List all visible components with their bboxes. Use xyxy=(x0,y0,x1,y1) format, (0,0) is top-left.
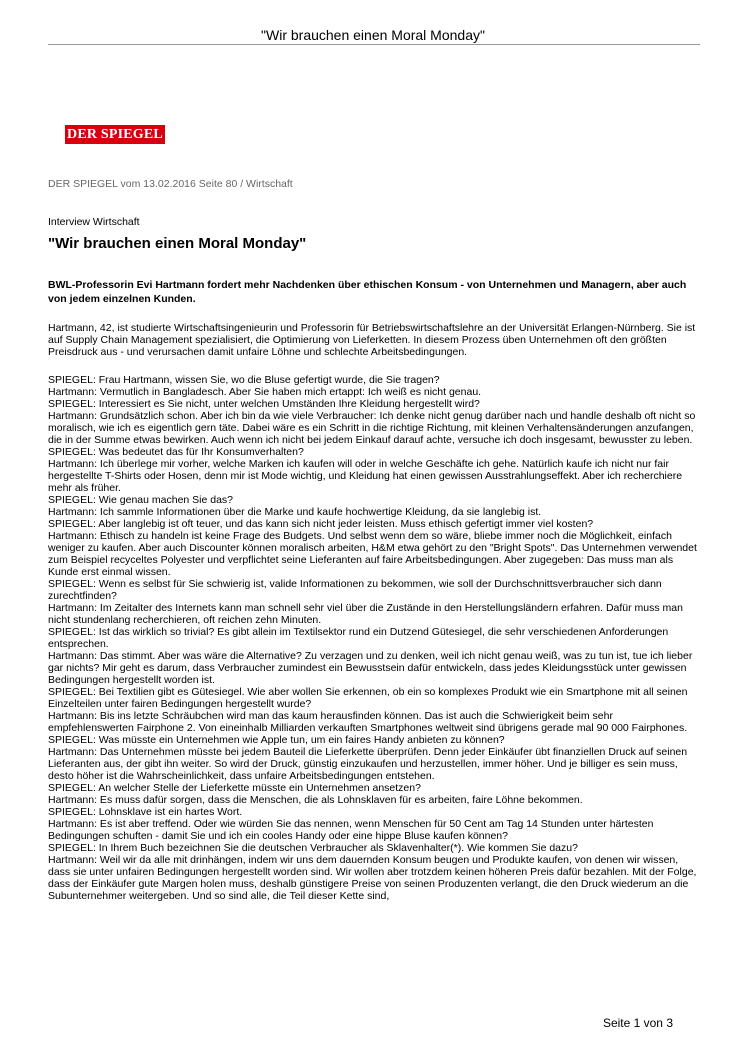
dialog-line: Hartmann: Vermutlich in Bangladesch. Aber Sie haben mich ertappt: Ich weiß es nicht genau. xyxy=(48,386,482,398)
section-label: Interview Wirtschaft xyxy=(48,216,140,228)
dialog-line: Hartmann: Es muss dafür sorgen, dass die Menschen, die als Lohnsklaven für es arbeiten, faire Löhne bekommen. xyxy=(48,794,583,806)
article-title: "Wir brauchen einen Moral Monday" xyxy=(48,235,307,252)
dialog-line: SPIEGEL: Wie genau machen Sie das? xyxy=(48,494,234,506)
dialog-line: Hartmann: Ich sammle Informationen über die Marke und kaufe hochwertige Kleidung, da sie langlebig ist. xyxy=(48,506,542,518)
dialog-line: Hartmann: Das stimmt. Aber was wäre die Alternative? Zu verzagen und zu denken, weil ich nicht genau weiß, was zu tun ist, tue ich lieber gar nichts? Mir geht es darum, dass Verbraucher zumindest ein Bewusstsein dafür entwickeln, dass jedes Kleidungsstück unter gewissen Bedingungen hergestellt worden ist. xyxy=(48,650,693,686)
dialog-line: SPIEGEL: Lohnsklave ist ein hartes Wort. xyxy=(48,806,243,818)
header-divider xyxy=(48,44,700,45)
dialog-line: SPIEGEL: Frau Hartmann, wissen Sie, wo die Bluse gefertigt wurde, die Sie tragen? xyxy=(48,374,440,386)
dialog-line: SPIEGEL: Ist das wirklich so trivial? Es gibt allein im Textilsektor rund ein Dutzend Gütesiegel, die sehr verschiedenen Anforderungen entsprechen. xyxy=(48,626,669,650)
dialog-line: SPIEGEL: Interessiert es Sie nicht, unter welchen Umständen Ihre Kleidung hergestellt wird? xyxy=(48,398,480,410)
dialog-line: SPIEGEL: In Ihrem Buch bezeichnen Sie die deutschen Verbraucher als Sklavenhalter(*). Wie kommen Sie dazu? xyxy=(48,842,578,854)
dialog-line: SPIEGEL: Was bedeutet das für Ihr Konsumverhalten? xyxy=(48,446,304,458)
dialog-line: SPIEGEL: Was müsste ein Unternehmen wie Apple tun, um ein faires Handy anbieten zu können? xyxy=(48,734,505,746)
article-intro: Hartmann, 42, ist studierte Wirtschaftsingenieurin und Professorin für Betriebswirtschaftslehre an der Universität Erlangen-Nürnberg. Sie ist auf Supply Chain Management spezialisiert, die Optimierung von Lieferketten. In diesem Prozess üben Unternehmen oft den größten Preisdruck aus - und verursachen damit unfaire Löhne und schlechte Arbeitsbedingungen. xyxy=(48,322,696,358)
interview-dialog xyxy=(48,374,698,902)
dialog-line: SPIEGEL: Bei Textilien gibt es Gütesiegel. Wie aber wollen Sie erkennen, ob ein so komplexes Produkt wie ein Smartphone mit all seinen Einzelteilen unter fairen Bedingungen hergestellt wurde? xyxy=(48,686,688,710)
dialog-line: SPIEGEL: Aber langlebig ist oft teuer, und das kann sich nicht jeder leisten. Muss ethisch gefertigt immer viel kosten? xyxy=(48,518,594,530)
spiegel-logo: DER SPIEGEL xyxy=(65,125,165,144)
source-line: DER SPIEGEL vom 13.02.2016 Seite 80 / Wirtschaft xyxy=(48,178,293,190)
dialog-line: Hartmann: Das Unternehmen müsste bei jedem Bauteil die Lieferkette überprüfen. Denn jeder Einkäufer übt finanziellen Druck auf seinen Lieferanten aus, der gibt ihn weiter. So wird der Druck, günstig einzukaufen und herzustellen, immer höher. Und je billiger es sein muss, desto höher ist die Wahrscheinlichkeit, dass unfaire Arbeitsbedingungen entstehen. xyxy=(48,746,688,782)
dialog-line: Hartmann: Im Zeitalter des Internets kann man schnell sehr viel über die Zustände in den Herstellungsländern erfahren. Dafür muss man nicht stundenlang recherchieren, oft reichen zehn Minuten. xyxy=(48,602,683,626)
dialog-line: SPIEGEL: Wenn es selbst für Sie schwierig ist, valide Informationen zu bekommen, wie soll der Durchschnittsverbraucher sich dann zurechtfinden? xyxy=(48,578,662,602)
dialog-line: Hartmann: Bis ins letzte Schräubchen wird man das kaum herausfinden können. Das ist auch die Schwierigkeit beim sehr empfehlenswerten Fairphone 2. Von eineinhalb Milliarden verkauften Smartphones weltweit sind übrigens gerade mal 90 000 Fairphones. xyxy=(48,710,688,734)
article-lead: BWL-Professorin Evi Hartmann fordert mehr Nachdenken über ethischen Konsum - von Unternehmen und Managern, aber auch von jedem einzelnen Kunden. xyxy=(48,279,687,305)
page-number: Seite 1 von 3 xyxy=(602,1016,673,1030)
dialog-line: SPIEGEL: An welcher Stelle der Lieferkette müsste ein Unternehmen ansetzen? xyxy=(48,782,421,794)
dialog-line: Hartmann: Grundsätzlich schon. Aber ich bin da wie viele Verbraucher: Ich denke nicht genug darüber nach und handle deshalb oft nicht so moralisch, wie ich es eigentlich gern täte. Dabei wäre es ein Schritt in die richtige Richtung, mit kleinen Verhaltensänderungen anzufangen, die in der Summe etwas bewirken. Auch wenn ich nicht bei jedem Einkauf darauf achte, versuche ich doch insgesamt, bewusster zu leben. xyxy=(48,410,696,446)
dialog-line: Hartmann: Ich überlege mir vorher, welche Marken ich kaufen will oder in welche Geschäfte ich gehe. Natürlich kaufe ich nicht nur fair hergestellte T-Shirts oder Hosen, denn mir ist Mode wichtig, und Kleidung hat einen gewissen Ausstrahlungseffekt. Aber ich recherchiere mehr als früher. xyxy=(48,458,683,494)
dialog-line: Hartmann: Weil wir da alle mit drinhängen, indem wir uns dem dauernden Konsum beugen und Produkte kaufen, von denen wir wissen, dass sie unter unfairen Bedingungen hergestellt worden sind. Wir wollen aber trotzdem keinen höheren Preis dafür bezahlen. Mit der Folge, dass der Einkäufer gute Margen holen muss, deshalb günstigere Preise von seinen Produzenten verlangt, die den Druck wiederum an die Subunternehmer weitergeben. Und so sind alle, die Teil dieser Kette sind, xyxy=(48,854,697,902)
dialog-line: Hartmann: Ethisch zu handeln ist keine Frage des Budgets. Und selbst wenn dem so wäre, bliebe immer noch die Möglichkeit, einfach weniger zu kaufen. Aber auch Discounter können moralisch arbeiten, H&M etwa gehört zu den "Bright Spots". Das Unternehmen verwendet zum Beispiel recyceltes Polyester und verpflichtet seine Lieferanten auf faire Arbeitsbedingungen. Aber zugegeben: Das muss man als Kunde erst einmal wissen. xyxy=(48,530,697,578)
page-header-title: "Wir brauchen einen Moral Monday" xyxy=(261,27,485,43)
dialog-line: Hartmann: Es ist aber treffend. Oder wie würden Sie das nennen, wenn Menschen für 50 Cent am Tag 14 Stunden unter härtesten Bedingungen schuften - damit Sie und ich ein cooles Handy oder eine hippe Bluse kaufen können? xyxy=(48,818,654,842)
